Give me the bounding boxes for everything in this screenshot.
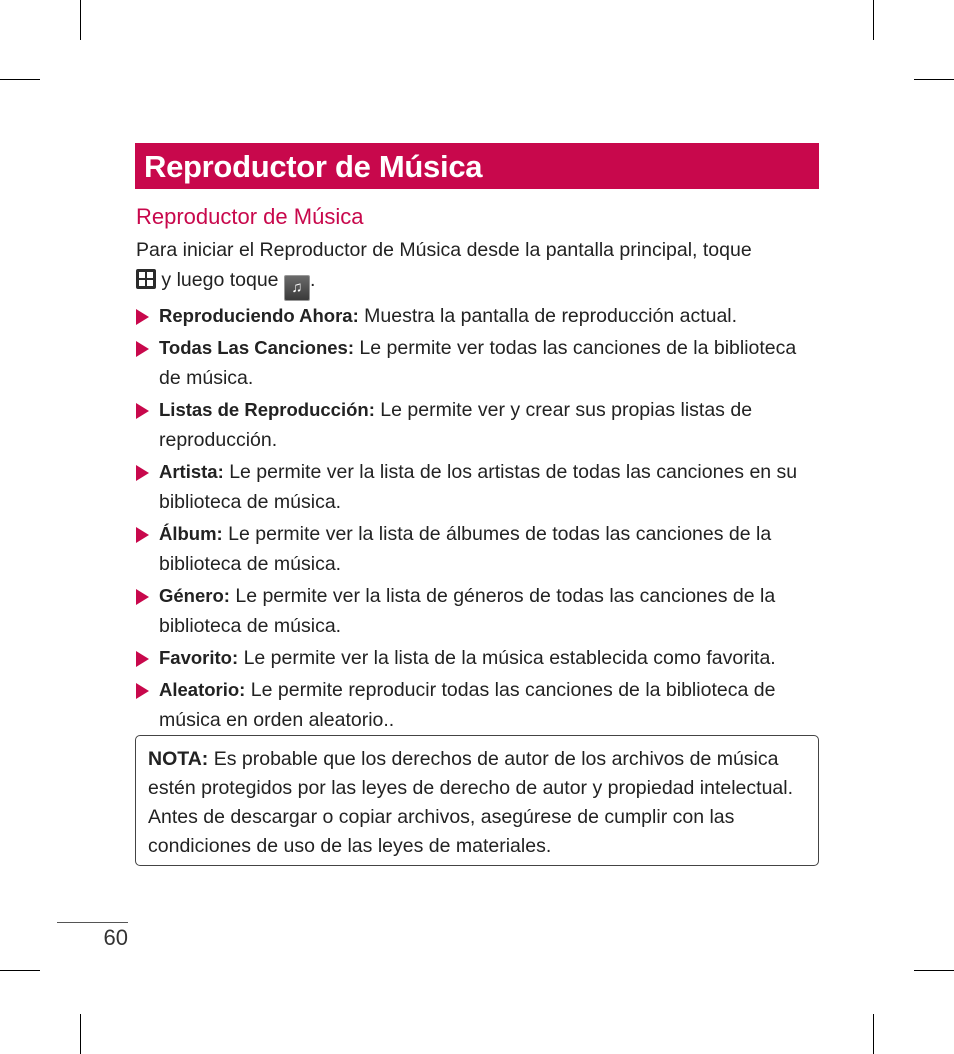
list-item	[136, 519, 820, 579]
arrow-bullet-icon	[136, 589, 149, 605]
crop-mark	[873, 0, 874, 40]
footer-divider	[57, 922, 128, 923]
crop-mark	[914, 79, 954, 80]
feature-description: Muestra la pantalla de reproducción actual.	[364, 305, 738, 327]
chapter-title: Reproductor de Música	[144, 149, 483, 184]
arrow-bullet-icon	[136, 465, 149, 481]
feature-description: Le permite reproducir todas las canciones de la biblioteca de música en orden aleatorio..	[159, 679, 776, 731]
feature-term: Favorito:	[159, 647, 239, 668]
feature-term: Listas de Reproducción:	[159, 399, 375, 420]
list-item	[136, 457, 820, 517]
crop-mark	[914, 970, 954, 971]
list-item	[136, 643, 820, 673]
crop-mark	[0, 79, 40, 80]
crop-mark	[0, 970, 40, 971]
intro-paragraph	[136, 235, 820, 301]
page-number: 60	[103, 925, 128, 950]
feature-description: Le permite ver la lista de la música establecida como favorita.	[243, 647, 776, 669]
feature-description: Le permite ver la lista de álbumes de todas las canciones de la biblioteca de música.	[159, 523, 772, 575]
crop-mark	[80, 0, 81, 40]
section-heading: Reproductor de Música	[136, 204, 364, 229]
feature-term: Artista:	[159, 461, 224, 482]
arrow-bullet-icon	[136, 309, 149, 325]
list-item	[136, 581, 820, 641]
feature-description: Le permite ver y crear sus propias listas de reproducción.	[159, 399, 753, 451]
list-item	[136, 675, 820, 735]
feature-term: Género:	[159, 585, 230, 606]
note-label: NOTA:	[148, 748, 209, 770]
feature-term: Álbum:	[159, 523, 223, 544]
list-item	[136, 333, 820, 393]
list-item	[136, 301, 820, 331]
feature-term: Reproduciendo Ahora:	[159, 305, 359, 326]
intro-text-end: .	[309, 269, 316, 291]
intro-text-middle: y luego toque	[161, 269, 279, 291]
main-content	[136, 203, 820, 737]
feature-description: Le permite ver la lista de géneros de todas las canciones de la biblioteca de música.	[159, 585, 776, 637]
chapter-banner	[135, 143, 819, 189]
arrow-bullet-icon	[136, 683, 149, 699]
arrow-bullet-icon	[136, 527, 149, 543]
feature-list	[136, 301, 820, 735]
feature-term: Aleatorio:	[159, 679, 246, 700]
note-box	[135, 735, 819, 866]
arrow-bullet-icon	[136, 651, 149, 667]
intro-text-before: Para iniciar el Reproductor de Música desde la pantalla principal, toque	[136, 239, 752, 261]
note-text: Es probable que los derechos de autor de los archivos de música estén protegidos por las leyes de derecho de autor y propiedad intelectual. Antes de descargar o copiar archivos, asegúrese de cumplir con las condiciones de uso de las leyes de materiales.	[148, 748, 794, 857]
feature-description: Le permite ver la lista de los artistas de todas las canciones en su biblioteca de música.	[159, 461, 798, 513]
feature-description: Le permite ver todas las canciones de la biblioteca de música.	[159, 337, 797, 389]
crop-mark	[873, 1014, 874, 1054]
apps-grid-icon	[136, 269, 156, 289]
arrow-bullet-icon	[136, 403, 149, 419]
list-item	[136, 395, 820, 455]
feature-term: Todas Las Canciones:	[159, 337, 354, 358]
arrow-bullet-icon	[136, 341, 149, 357]
music-app-icon: ♫	[284, 275, 310, 301]
crop-mark	[80, 1014, 81, 1054]
